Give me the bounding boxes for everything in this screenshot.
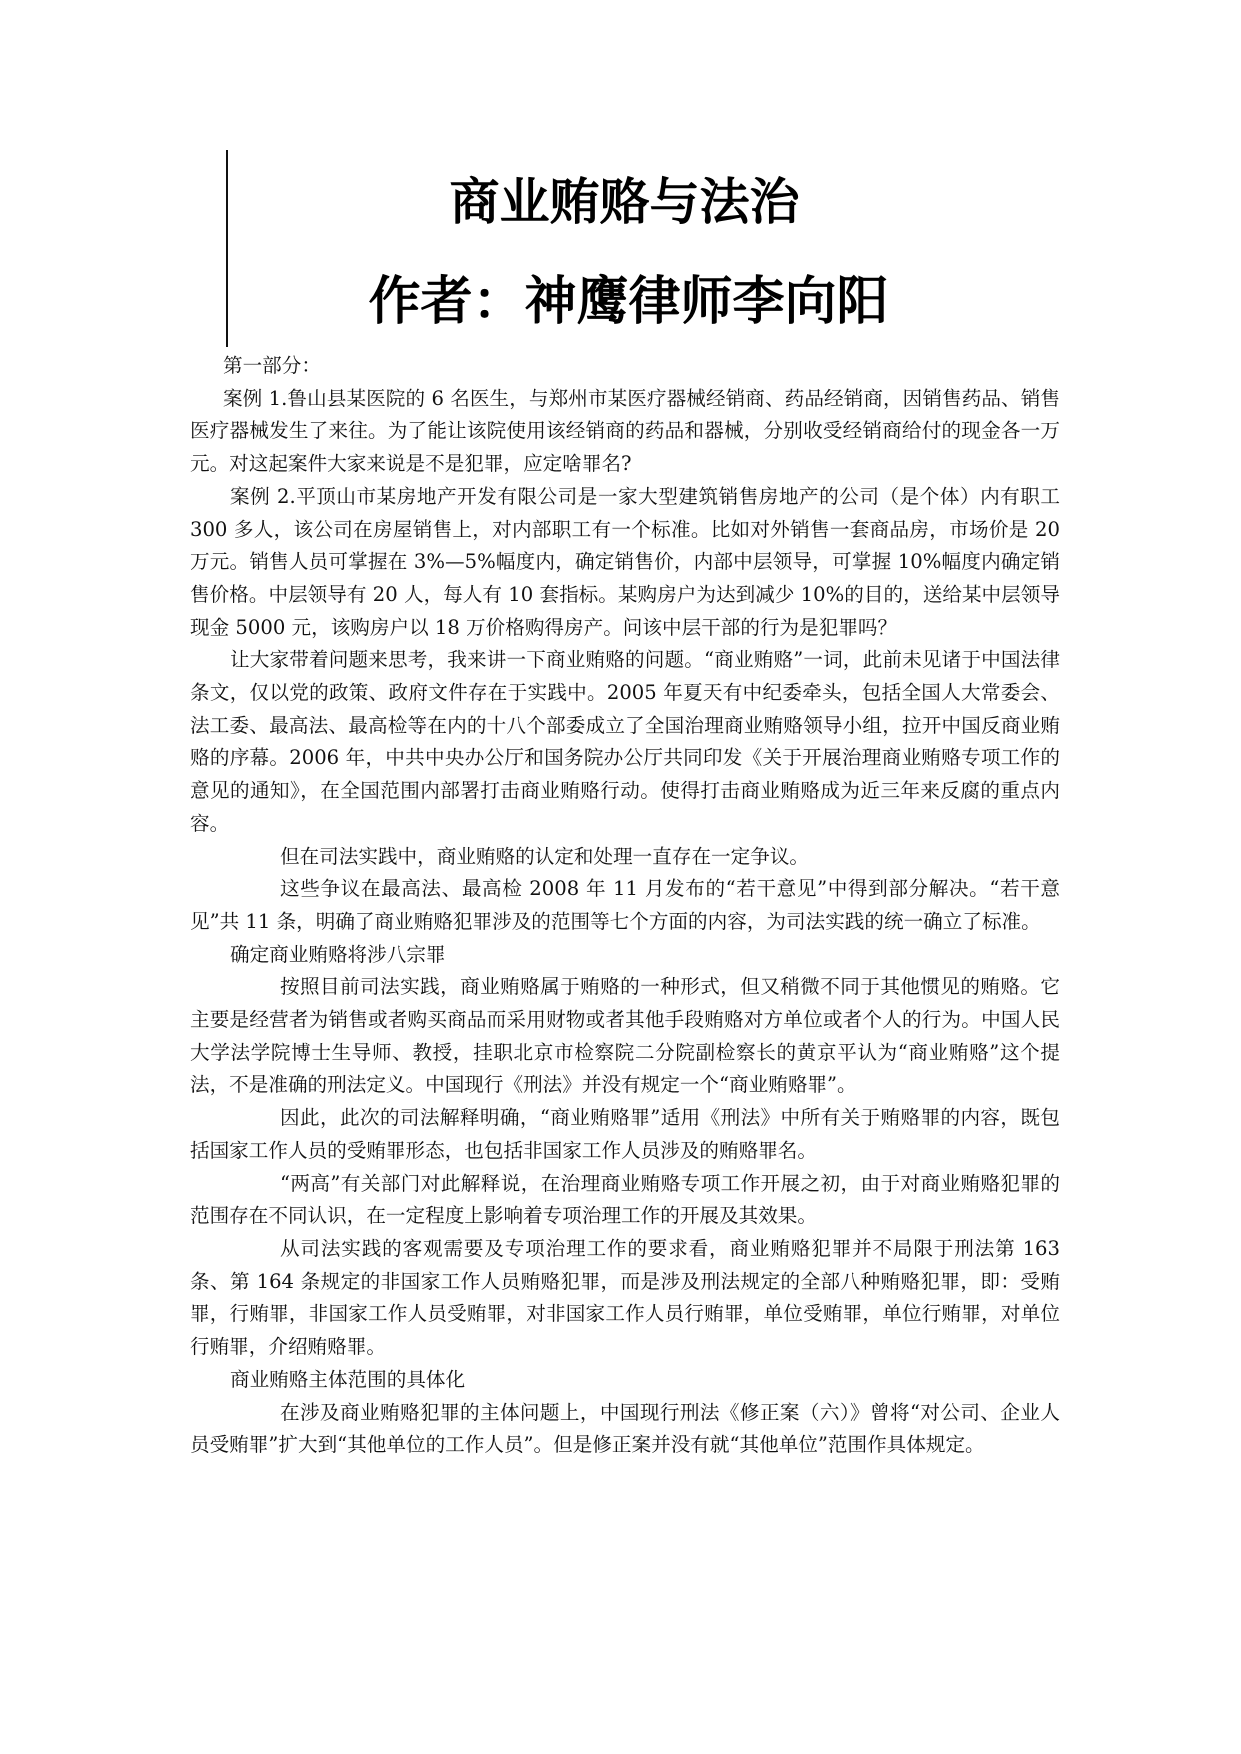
paragraph: 按照目前司法实践，商业贿赂属于贿赂的一种形式，但又稍微不同于其他惯见的贿赂。它主要是经营者为销售或者购买商品而采用财物或者其他手段贿赂对方单位或者个人的行为。中国人民大学法学院博士生导师、教授，挂职北京市检察院二分院副检察长的黄京平认为“商业贿赂”这个提法，不是准确的刑法定义。中国现行《刑法》并没有规定一个“商业贿赂罪”。 [190,975,1060,1097]
paragraph: 案例 2.平顶山市某房地产开发有限公司是一家大型建筑销售房地产的公司（是个体）内有职工 300 多人，该公司在房屋销售上，对内部职工有一个标准。比如对外销售一套商品房，市场价是 20 万元。销售人员可掌握在 3%—5%幅度内，确定销售价，内部中层领导，可掌握 10%幅度内确定销售价格。中层领导有 20 人，每人有 10 套指标。某购房户为达到减少 10%的目的，送给某中层领导现金 5000 元，该购房户以 18 万价格购得房产。问该中层干部的行为是犯罪吗？ [190,484,1060,639]
paragraph: 商业贿赂主体范围的具体化 [230,1367,466,1391]
paragraph: 让大家带着问题来思考，我来讲一下商业贿赂的问题。“商业贿赂”一词，此前未见诸于中国法律条文，仅以党的政策、政府文件存在于实践中。2005 年夏天有中纪委牵头，包括全国人大常委会、法工委、最高法、最高检等在内的十八个部委成立了全国治理商业贿赂领导小组，拉开中国反商业贿赂的序幕。2006 年，中共中央办公厅和国务院办公厅共同印发《关于开展治理商业贿赂专项工作的意见的通知》，在全国范围内部署打击商业贿赂行动。使得打击商业贿赂成为近三年来反腐的重点内容。 [190,648,1060,835]
paragraph: 第一部分： [223,354,321,377]
paragraph: 在涉及商业贿赂犯罪的主体问题上，中国现行刑法《修正案（六）》曾将“对公司、企业人员受贿罪”扩大到“其他单位的工作人员”。但是修正案并没有就“其他单位”范围作具体规定。 [190,1400,1060,1457]
paragraph: 但在司法实践中，商业贿赂的认定和处理一直存在一定争议。 [280,844,810,868]
paragraph: “两高”有关部门对此解释说，在治理商业贿赂专项工作开展之初，由于对商业贿赂犯罪的范围存在不同认识，在一定程度上影响着专项治理工作的开展及其效果。 [190,1171,1060,1228]
author-line: 作者：神鹰律师李向阳 [368,272,889,332]
document-title: 商业贿赂与法治 [449,173,800,231]
paragraph: 案例 1.鲁山县某医院的 6 名医生，与郑州市某医疗器械经销商、药品经销商，因销售药品、销售医疗器械发生了来往。为了能让该院使用该经销商的药品和器械，分别收受经销商给付的现金各一万元。对这起案件大家来说是不是犯罪，应定啥罪名? [190,386,1060,476]
paragraph: 从司法实践的客观需要及专项治理工作的要求看，商业贿赂犯罪并不局限于刑法第 163 条、第 164 条规定的非国家工作人员贿赂犯罪，而是涉及刑法规定的全部八种贿赂犯罪，即：受贿罪，行贿罪，非国家工作人员受贿罪，对非国家工作人员行贿罪，单位受贿罪，单位行贿罪，对单位行贿罪，介绍贿赂罪。 [190,1236,1060,1359]
paragraph: 确定商业贿赂将涉八宗罪 [230,942,446,966]
document-body [190,350,1060,1462]
paragraph: 这些争议在最高法、最高检 2008 年 11 月发布的“若干意见”中得到部分解决。“若干意见”共 11 条，明确了商业贿赂犯罪涉及的范围等七个方面的内容，为司法实践的统一确立了标准。 [190,877,1060,933]
paragraph: 因此，此次的司法解释明确，“商业贿赂罪”适用《刑法》中所有关于贿赂罪的内容，既包括国家工作人员的受贿罪形态，也包括非国家工作人员涉及的贿赂罪名。 [190,1106,1060,1162]
